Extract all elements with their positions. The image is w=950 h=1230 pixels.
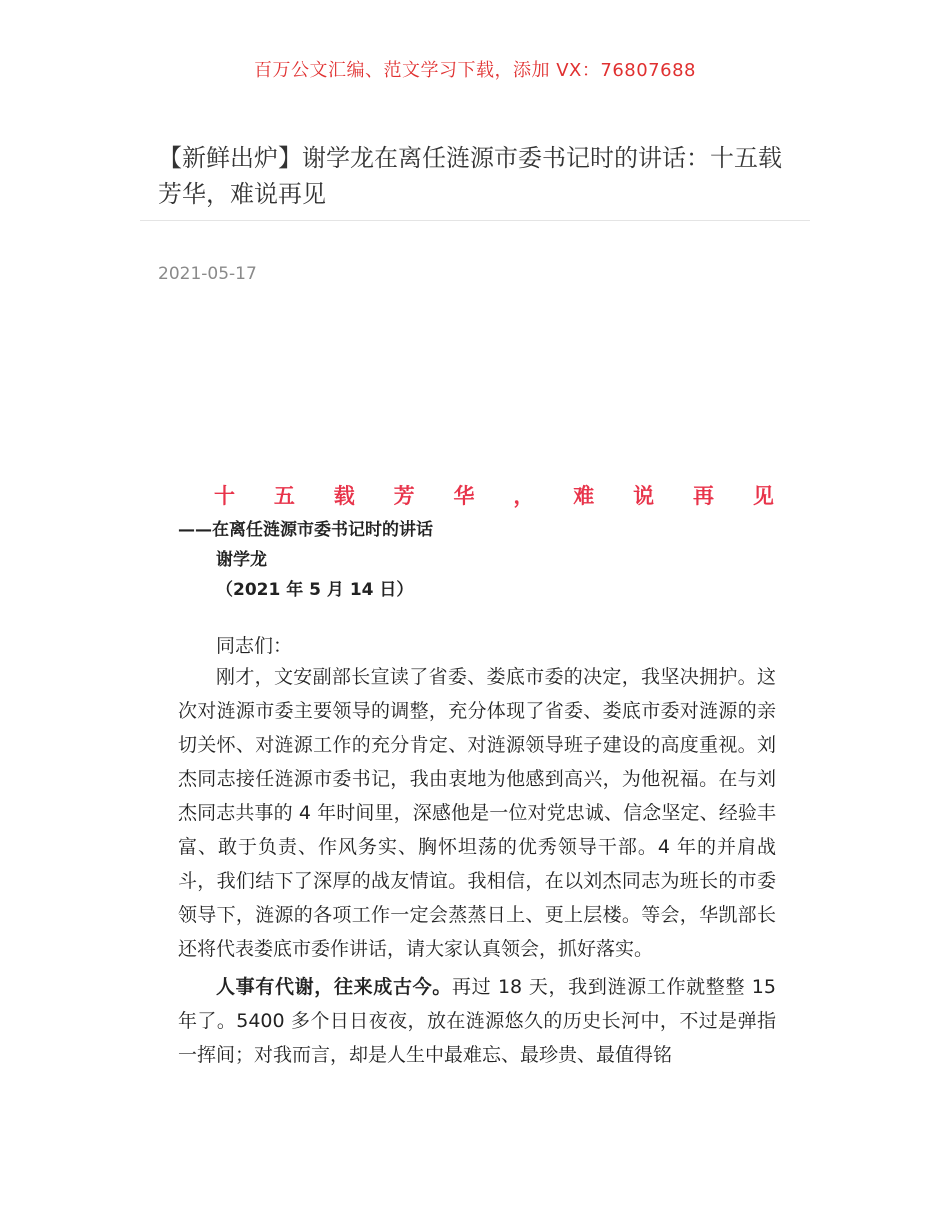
heading-char: 载: [333, 484, 355, 508]
speech-date: （2021 年 5 月 14 日）: [216, 580, 414, 600]
paragraph-1: 刚才，文安副部长宣读了省委、娄底市委的决定，我坚决拥护。这次对涟源市委主要领导的调整，充分体现了省委、娄底市委对涟源的亲切关怀、对涟源工作的充分肯定、对涟源领导班子建设的高度重视。刘杰同志接任涟源市委书记，我由衷地为他感到高兴，为他祝福。在与刘杰同志共事的 4 年时间里，深感他是一位对党忠诚、信念坚定、经验丰富、敢于负责、作风务实、胸怀坦荡的优秀领导干部。4 年的并肩战斗，我们结下了深厚的战友情谊。我相信，在以刘杰同志为班长的市委领导下，涟源的各项工作一定会蒸蒸日上、更上层楼。等会，华凯部长还将代表娄底市委作讲话，请大家认真领会，抓好落实。: [178, 666, 776, 960]
paragraph-2-text: 再过 18 天，我到涟源工作就整整 15 年了。5400 多个日日夜夜，放在涟源悠久的历史长河中，不过是弹指一挥间；对我而言，却是人生中最难忘、最珍贵、最值得铭: [178, 976, 776, 1066]
title-divider: [140, 220, 810, 221]
article-title: 【新鲜出炉】谢学龙在离任涟源市委书记时的讲话：十五载芳华，难说再见: [158, 144, 782, 208]
speech-author: 谢学龙: [216, 550, 267, 570]
speech-greeting: 同志们：: [216, 635, 293, 657]
heading-char: 说: [633, 484, 655, 508]
speech-heading: [214, 480, 774, 510]
heading-char: 十: [214, 484, 235, 508]
heading-char: 再: [693, 484, 714, 508]
download-banner: 百万公文汇编、范文学习下载，添加 VX：76807688: [254, 60, 696, 81]
heading-char: 难: [573, 484, 595, 508]
paragraph-2: [178, 970, 776, 1072]
speech-subtitle: ——在离任涟源市委书记时的讲话: [178, 520, 433, 540]
heading-char: 芳: [393, 484, 415, 508]
heading-char: ，: [513, 484, 535, 508]
heading-char: 见: [752, 484, 774, 508]
publish-date: 2021-05-17: [158, 264, 257, 284]
heading-char: 华: [453, 484, 475, 508]
speech-body: [178, 660, 776, 1076]
heading-char: 五: [273, 484, 295, 508]
paragraph-2-lead: 人事有代谢，往来成古今。: [216, 976, 452, 998]
